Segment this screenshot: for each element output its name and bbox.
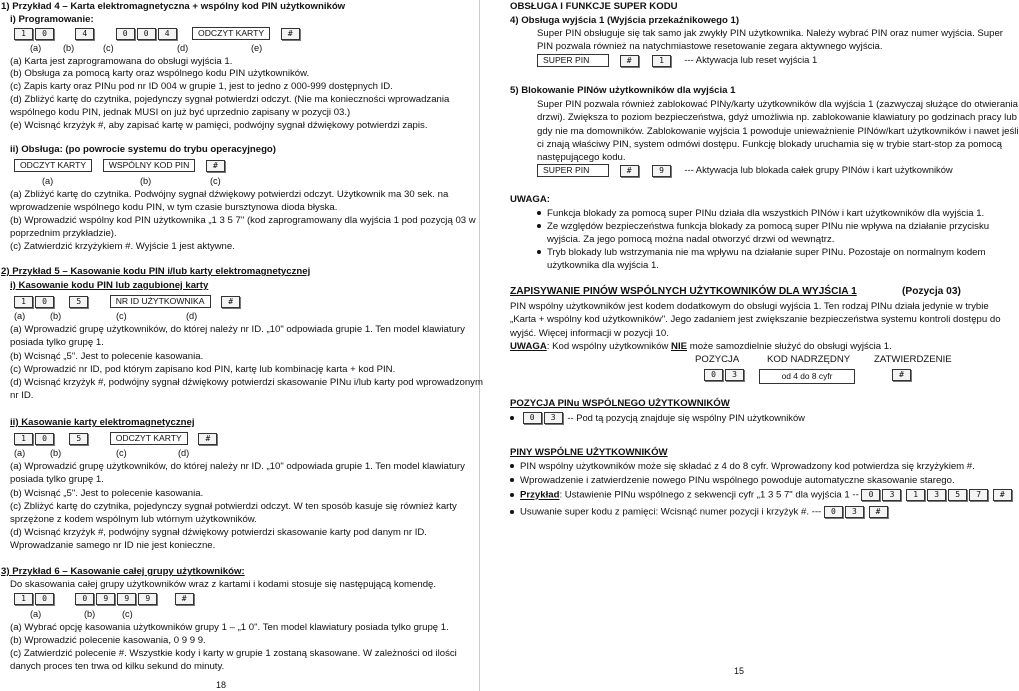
hash-key: # [620,165,639,177]
delete-card-sequence [14,432,219,445]
text-line: (d) Wcisnąć krzyżyk #, podwójny sygnał dźwiękowy potwierdzi skasowanie PINu i/lub karty pod wprowadzonym [10,377,483,388]
super-pin-output1-sequence [537,54,817,67]
common-pin-position [510,412,805,424]
col-header-master-code: KOD NADRZĘDNY [767,354,851,365]
key: 3 [927,489,946,501]
key: 0 [824,506,843,518]
section-1-title: 1) Przykład 4 – Karta elektromagnetyczna + wspólny kod PIN użytkowników [1,1,346,12]
note-line: UWAGA: Kod wspólny użytkowników NIE może samozdielnie służyć do obsługi wyjścia 1. [510,341,892,352]
key: 3 [725,369,744,381]
note-text: --- Aktywacja lub reset wyjścia 1 [684,54,818,66]
text-line: PIN pozwala również na natychmiastowe resetowanie zegara aktywnego wyjścia. [537,41,883,52]
step-letters: (a) (b) (c) [42,176,221,186]
section-title: ZAPISYWANIE PINÓW WSPÓLNYCH UŻYTKOWNIKÓW DLA WYJŚCIA 1 [510,286,857,297]
bullet-icon [510,416,514,420]
key: 0 [137,28,156,40]
text-line: (c) Zbliżyć kartę do czytnika, pojedynczy sygnał potwierdzi odczyt. W ten sposób kasuje się również karty [10,501,457,512]
text-line: (c) Zatwierdzić polecenie #. Wszystkie kody i karty w grupie 1 zostaną skasowane. W zależności od ilości [10,648,457,659]
confirm-key [892,369,913,381]
text-line: Wprowadzanie samego nr ID nie jest konieczne. [10,540,216,551]
key: 1 [14,433,33,445]
text-line: (b) Obsługa za pomocą karty oraz wspólnego kodu PIN użytkowników. [10,68,310,79]
key: 7 [969,489,988,501]
card-read-box: ODCZYT KARTY [192,27,270,40]
text-line: użytkownika dla wyjścia 1. [547,260,659,271]
hash-key: # [221,296,240,308]
section-3-title: 3) Przykład 6 – Kasowanie całej grupy użytkowników: [1,566,245,577]
subsection-heading: POZYCJA PINu WSPÓLNEGO UŻYTKOWNIKÓW [510,398,730,409]
key: 9 [652,165,671,177]
text-line: (c) Zapis karty oraz PINu pod nr ID 004 w grupie 1, jest to jedno z 000-999 dostępnych ID. [10,81,393,92]
text-line: następującego kodu. [537,152,626,163]
text-line: Do skasowania całej grupy użytkowników wraz z kartami i kodami stosuje się następującą komendę. [10,579,437,590]
text-line: nr ID. [10,390,34,401]
text-line: Super PIN pozwala również zablokować PINy/karty użytkowników dla wyjścia 1 (zazwyczaj służące do otwierania [537,99,1018,110]
section-5-title: 5) Blokowanie PINów użytkowników dla wyjścia 1 [510,85,736,96]
text-line: PIN wspólny użytkowników jest kodem dodatkowym do obsługi wyjścia 1. Ten rodzaj PINu działa jedynie w trybie [510,301,989,312]
bullet-item: PIN wspólny użytkowników może się składać z 4 do 8 cyfr. Wprowadzony kod potwierdza się krzyżykiem #. [510,461,975,472]
page-header: OBSŁUGA I FUNKCJE SUPER KODU [510,1,678,12]
text-line: wprowadzenie wspólnego kodu PIN, w tym czasie bursztynowa dioda błyska. [10,202,338,213]
note-text: --- Aktywacja lub blokada całek grupy PINów i kart użytkowników [684,164,953,176]
text-line: (a) Zbliżyć kartę do czytnika. Podwójny sygnał dźwiękowy potwierdzi odczyt. Użytkownik ma 30 sek. na [10,189,449,200]
key: 0 [861,489,880,501]
key: 3 [882,489,901,501]
super-pin-block-sequence [537,164,953,177]
key: 9 [117,593,136,605]
hash-key: # [892,369,911,381]
key: 5 [69,296,88,308]
delete-item: Usuwanie super kodu z pamięci: Wcisnąć numer pozycji i krzyżyk #. --- 0 3 # [510,506,890,518]
text-line: (e) Wcisnąć krzyżyk #, aby zapisać kartę w pamięci, podwójny sygnał dźwiękowy potwierdzi zapis. [10,120,428,131]
key: 4 [158,28,177,40]
right-page [482,0,1019,691]
card-read-box: ODCZYT KARTY [14,159,92,172]
key: 1 [14,593,33,605]
bullet-icon [510,493,514,497]
text-line: (a) Wybrać opcję kasowania użytkowników grupy 1 – „1 0". Ten model klawiatury posiada tylko grupę 1. [10,622,449,633]
text-line: (b) Wprowadzić wspólny kod PIN użytkownika „1 3 5 7" (kod zaprogramowany dla wyjścia 1 pod pozycją 03 w [10,215,476,226]
page-number: 18 [216,680,227,690]
delete-group-sequence [14,593,196,605]
bullet-item: Ze względów bezpieczeństwa funkcja blokady za pomocą super PINu nie wpływa na działanie przycisku [537,221,989,232]
operation-heading: ii) Obsługa: (po powrocie systemu do trybu operacyjnego) [10,144,276,155]
key: 1 [14,296,33,308]
text-line: (b) Wcisnąć „5". Jest to polecenie kasowania. [10,488,204,499]
subsection-heading: ii) Kasowanie karty elektromagnetycznej [10,417,195,428]
text-line: posiada tylko grupę 1. [10,474,104,485]
text-line: „Karta + wspólny kod użytkowników". Jego zadaniem jest zwiększanie bezpieczeństwa systemu kontroli dostępu do [510,314,1001,325]
key: 0 [523,412,542,424]
bullet-icon [537,250,541,254]
key: 0 [75,593,94,605]
hash-key: # [175,593,194,605]
text-line: gdy nie ma domowników. Zablokowanie wyjścia 1 powoduje unieważnienie PINów/kart użytkowników i nawet jeśli [537,126,1019,137]
text-line: wyjść. Więcej informacji w pozycji 10. [510,328,669,339]
bullet-icon [510,510,514,514]
left-page [0,0,483,691]
hash-key: # [993,489,1012,501]
code-length-box: od 4 do 8 cyfr [759,369,855,384]
super-pin-box: SUPER PIN [537,54,609,67]
operation-sequence [14,159,227,172]
step-letters: (a) (b) (c) [30,609,133,619]
page-number: 15 [734,666,745,676]
key: 5 [948,489,967,501]
text-line: wyjścia. Za jego pomocą można nadal otworzyć drzwi od wewnątrz. [547,234,835,245]
text-line: Super PIN obsługuje się tak samo jak zwykły PIN użytkownika. Należy wybrać PIN oraz numer wyjścia. Super [537,28,1004,39]
card-read-box: ODCZYT KARTY [110,432,188,445]
hash-key: # [620,55,639,67]
bullet-icon [537,211,541,215]
subsection-heading: i) Kasowanie kodu PIN lub zagubionej karty [10,280,209,291]
page-divider [479,0,480,691]
key: 9 [96,593,115,605]
user-id-box: NR ID UŻYTKOWNIKA [110,295,211,308]
common-pin-box: WSPÓLNY KOD PIN [103,159,196,172]
hash-key: # [281,28,300,40]
text-line: posiada tylko grupę 1. [10,337,104,348]
bullet-icon [537,224,541,228]
col-header-position: POZYCJA [695,354,740,365]
key: 9 [138,593,157,605]
programming-heading: i) Programowanie: [10,14,94,25]
section-4-title: 4) Obsługa wyjścia 1 (Wyjścia przekaźnikowego 1) [510,15,740,26]
key-sequence-ex4 [14,27,302,40]
text-line: (c) Wprowadzić nr ID, pod którym zapisano kod PIN, kartę lub kombinację karta + kod PIN. [10,364,396,375]
key: 4 [75,28,94,40]
subsection-heading: PINY WSPÓLNE UŻYTKOWNIKÓW [510,447,668,458]
key: 1 [14,28,33,40]
key: 1 [652,55,671,67]
position-label: (Pozycja 03) [902,286,961,297]
step-letters: (a) (b) (c) (d) (e) [30,43,263,53]
key: 0 [35,28,54,40]
col-header-confirm: ZATWIERDZENIE [874,354,952,365]
text-line: drzwi). Zwiększa to poziom bezpieczeństwa, gdyż umożliwia np. zablokowanie klawiatury po godzinach pracy lub [537,112,1017,123]
position-keys [704,369,746,381]
note-heading: UWAGA: [510,194,550,205]
bullet-item: Tryb blokady lub wstrzymania nie ma wpływu na działanie super PINu. Pozostaje on normalnym kodem [537,247,986,258]
bullet-item: Funkcja blokady za pomocą super PINu działa dla wszystkich PINów i kart użytkowników dla wyjścia 1. [537,208,984,219]
text-line: (b) Wprowadzić polecenie kasowania, 0 9 9 9. [10,635,206,646]
step-letters: (a) (b) (c) (d) [14,311,198,321]
text-line: (c) Zatwierdzić krzyżykiem #. Wyjście 1 jest aktywne. [10,241,235,252]
bullet-item: Wprowadzenie i zatwierdzenie nowego PINu wspólnego powoduje automatyczne skasowanie starego. [510,475,955,486]
bullet-icon [510,464,514,468]
step-letters: (a) (b) (c) (d) [14,448,190,458]
text-line: ci znają właściwy PIN, system odmówi dostępu. Funkcję blokady uruchamia się w trybie start-stop za pomocą [537,139,1002,150]
example-item: Przykład: Ustawienie PINu wspólnego z sekwencji cyfr „1 3 5 7" dla wyjścia 1 -- 0 3 1 3 5 7 # [510,489,1014,501]
key: 0 [35,593,54,605]
hash-key: # [206,160,225,172]
section-2-title: 2) Przykład 5 – Kasowanie kodu PIN i/lub karty elektromagnetycznej [1,266,311,277]
key: 3 [845,506,864,518]
text-line: (a) Wprowadzić grupę użytkowników, do której należy nr ID. „10" odpowiada grupie 1. Ten model klawiatury [10,461,465,472]
hash-key: # [869,506,888,518]
key: 0 [35,296,54,308]
key: 0 [116,28,135,40]
delete-pin-sequence [14,295,242,308]
bullet-icon [510,478,514,482]
text-line: (b) Wcisnąć „5". Jest to polecenie kasowania. [10,351,204,362]
text-line: poprzednim przykładzie). [10,228,117,239]
key: 1 [906,489,925,501]
super-pin-box: SUPER PIN [537,164,609,177]
text-line: (d) Wcisnąć krzyżyk #, podwójny sygnał dźwiękowy potwierdzi skasowanie karty pod danym nr ID. [10,527,427,538]
key: 5 [69,433,88,445]
text-line: (a) Wprowadzić grupę użytkowników, do której należy nr ID. „10" odpowiada grupie 1. Ten model klawiatury [10,324,465,335]
text-line: danych proces ten trwa od kilku sekund do minuty. [10,661,225,672]
note-text: -- Pod tą pozycją znajduje się wspólny PIN użytkowników [567,412,805,423]
text-line: (d) Zbliżyć kartę do czytnika, pojedynczy sygnał potwierdzi odczyt. (Nie ma konieczności wprowadzania [10,94,450,105]
key: 0 [704,369,723,381]
hash-key: # [198,433,217,445]
key: 3 [544,412,563,424]
text-line: (a) Karta jest zaprogramowana do obsługi wyjścia 1. [10,56,233,67]
key: 0 [35,433,54,445]
text-line: sprzężone z kodem wspólnym lub wtórnym użytkowników. [10,514,257,525]
text-line: wspólnego kodu PIN, jednak MUSI on już być uprzednio zapisany w pozycji 03.) [10,107,351,118]
